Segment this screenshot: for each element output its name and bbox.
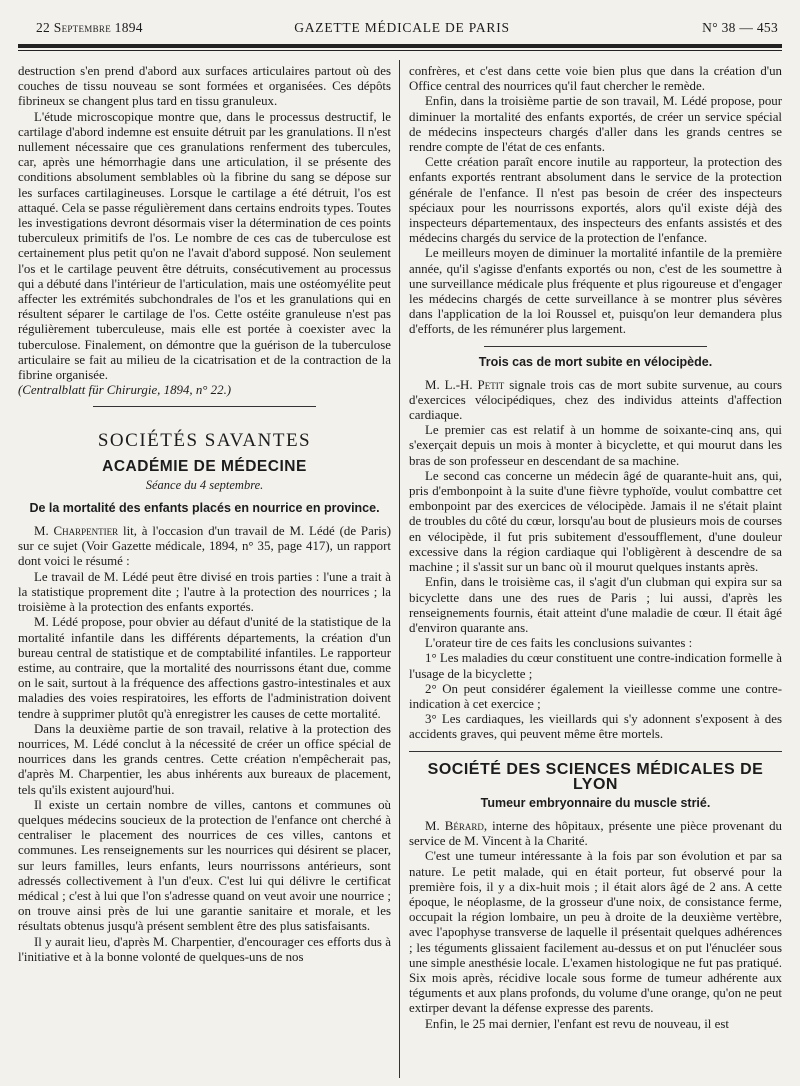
tumor-paragraph: Enfin, le 25 mai dernier, l'enfant est revu de nouveau, il est — [425, 1016, 729, 1031]
velocipede-paragraph: L'orateur tire de ces faits les conclusions suivantes : — [425, 636, 693, 651]
intro-paragraph: destruction s'en prend d'abord aux surfaces articulaires partout où des couches de tissu nouveau se sont formées et organisées. Ces dépôts fibrineux se changent plus tard en tissu granuleux. — [18, 64, 391, 109]
divider — [484, 346, 708, 347]
tumor-lead-text: , interne des hôpitaux, présente une pièce provenant du service de M. Vincent à la Charité. — [409, 818, 782, 849]
header-rule-thin — [18, 50, 782, 51]
session-date: Séance du 4 septembre. — [145, 477, 264, 492]
tumor-paragraph: C'est une tumeur intéressante à la fois par son évolution et par sa nature. Le petit malade, qui en était porteur, fut observé pour la première fois, il y a dix-huit mois ; il était alors âgé de 2 ans. A cette époque, le néoplasme, de la grosseur d'une noix, de consistance ferme, occupait la région lombaire, un peu à droite de la deuxième vertèbre, avec l'apophyse transverse de laquelle il présentait quelques adhérences ; les téguments glissaient facilement au-dessus et on put l'énucléer sous une simple anesthésie locale. L'examen histologique ne fut pas pratiqué. Six mois après, récidive locale sous forme de tumeur adhérente aux téguments et aux plans profonds, du volume d'une orange, qu'on ne peut extirper devant la défense expresse des parents. — [409, 849, 782, 1016]
tumor-title: Tumeur embryonnaire du muscle strié. — [480, 795, 711, 810]
velocipede-conclusion: 1° Les maladies du cœur constituent une contre-indication formelle à l'usage de la bicyclette ; — [409, 651, 782, 681]
header-issue-number: N° 38 — 453 — [702, 20, 778, 35]
academy-title: ACADÉMIE DE MÉDECINE — [102, 457, 307, 475]
article-paragraph: M. Lédé propose, pour obvier au défaut d'unité de la statistique de la mortalité infantile dans les différents départements, la création d'un bureau central de statistique et de comptabilité infantiles. Le rapporteur estime, au contraire, que la mortalité des nourrissons étant due, comme on le sait, surtout à la fréquence des affections gastro-intestinales et aux maladies des voies respiratoires, les efforts de l'administration doivent tendre à supprimer plutôt qu'à enregistrer les causes de cette mortalité. — [18, 615, 391, 721]
velocipede-lead-name: M. L.-H. Petit — [425, 377, 505, 392]
velocipede-conclusion: 3° Les cardiaques, les vieillards qui s'y adonnent s'exposent à des accidents graves, qui peuvent même être mortels. — [409, 712, 782, 742]
header-date: 22 Septembre 1894 — [36, 20, 143, 35]
divider — [93, 406, 317, 407]
page-header — [22, 14, 782, 38]
velocipede-title: Trois cas de mort subite en vélocipède. — [478, 354, 713, 369]
intro-paragraph: L'étude microscopique montre que, dans le processus destructif, le cartilage d'abord indemne est ensuite détruit par les granulations. Il n'est nullement nécessaire que ces granulations renferment des tubercules, car, après une hémorrhagie dans une articulation, il se présente des conditions absolument semblables où la fibrine du sang se dépose sur les surfaces cartilagineuses. Lorsque le cartilage a été détruit, l'os est attaqué. Cela se passe régulièrement dans certains endroits types. Toutes les investigations devront désormais viser la détermination de ces points tuberculeux primitifs de l'os. Le nombre de ces cas de tuberculose est certainement plus petit qu'on ne l'avait d'abord supposé. Non seulement l'os et le cartilage peuvent être détruits, consécutivement au processus qui a débuté dans l'intérieur de l'articulation, mais une ostéomyélite peut affecter les extrémités subchondrales de l'os et les granulations qui en résultent séparer le cartilage de l'os. Cette ostéite granuleuse n'est pas régulièrement tuberculeuse, mais elle est portée à coexister avec la tuberculose. Finalement, on démontre que la guérison de la tuberculose articulaire se fait au milieu de la cicatrisation et de la contraction de la fibrine organisée. — [18, 109, 391, 383]
section-title: SOCIÉTÉS SAVANTES — [97, 430, 312, 452]
header-rule-thick — [18, 44, 782, 48]
article-paragraph: confrères, et c'est dans cette voie bien plus que dans la création d'un Office central des nourrices qu'il faut chercher le remède. — [409, 64, 782, 94]
article-paragraph: Le meilleurs moyen de diminuer la mortalité infantile de la première année, qu'il s'agisse d'enfants exportés ou non, c'est de les soumettre à une surveillance médicale plus fréquente et plus rigoureuse et d'engager les médecins chargés de cette surveillance à se montrer plus sévères dans l'application de la loi Roussel et, puisqu'on leur demandera plus d'efforts, de les rémunérer plus largement. — [409, 246, 782, 337]
velocipede-paragraph: Le second cas concerne un médecin âgé de quarante-huit ans, qui, pris d'embonpoint à la suite d'une fièvre typhoïde, voulut combattre cet embonpoint par des exercices de vélocipède. Jamais il ne s'était plaint de troubles du côté du cœur, lorsqu'au bout de plusieurs mois de courses en vélocipède, il fut pris subitement d'essoufflement, d'une douleur excessive dans la région cardiaque qui l'obligèrent à descendre de sa machine ; il s'assit sur un banc où il mourut quelques instants après. — [409, 468, 782, 575]
velocipede-paragraph: Enfin, dans le troisième cas, il s'agit d'un clubman qui expira sur sa bicyclette dans une des rues de Paris ; lui aussi, d'après les renseignements fournis, était atteint d'une maladie de cœur. Il était âgé d'environ quarante ans. — [409, 575, 782, 635]
article-paragraph: Il existe un certain nombre de villes, cantons et communes où quelques médecins soucieux de la protection de l'enfance ont cherché à centraliser le placement des nourrices de ces villes, cantons et communes. Les renseignements sur les nourrices qui désirent se placer, sur leurs familles, leurs enfants, leurs nourrissons antérieurs, sont adressés collectivement à l'un d'eux. C'est lui qui délivre le certificat médical ; c'est à lui que l'on s'adresse quand on veut avoir une nourrice ; on trouve ainsi près de lui une garantie sanitaire et morale, et les résultats obtenus jusqu'à présent semblent être des plus satisfaisants. — [18, 797, 391, 934]
divider — [409, 751, 782, 752]
velocipede-lead-text: signale trois cas de mort subite survenue, au cours d'exercices vélocipédiques, chez des individus atteints d'affection cardiaque. — [409, 377, 782, 423]
tumor-lead — [409, 819, 782, 849]
velocipede-lead — [409, 378, 782, 424]
article-paragraph: Dans la deuxième partie de son travail, relative à la protection des nourrices, M. Lédé conclut à la nécessité de créer un office spécial de nourrices dans les grands centres. Cette création n'empêcherait pas, d'après M. Charpentier, les abus inhérents aux bureaux de placement, tels qu'ils existent aujourd'hui. — [18, 721, 391, 797]
article-paragraph: Cette création paraît encore inutile au rapporteur, la protection des enfants exportés rentrant absolument dans le service de la protection générale de l'enfance. Il n'est pas besoin de créer des inspecteurs spéciaux pour les nourrissons exportés, alors qu'il existe déjà des inspecteurs départementaux, des inspecteurs des enfants assistés et des médecins chargés du service de la protection de l'enfance. — [409, 155, 782, 246]
left-column — [18, 64, 391, 1080]
article-lead-text: lit, à l'occasion d'un travail de M. Lédé (de Paris) sur ce sujet (Voir Gazette médicale, 1894, n° 35, page 417), un rapport dont voici le résumé : — [18, 524, 391, 569]
right-column — [409, 64, 782, 1080]
header-journal-title: GAZETTE MÉDICALE DE PARIS — [294, 20, 510, 35]
velocipede-conclusion: 2° On peut considérer également la vieillesse comme une contre-indication à cet exercice ; — [409, 681, 782, 711]
tumor-lead-name: M. Bérard — [425, 818, 484, 833]
intro-reference: (Centralblatt für Chirurgie, 1894, n° 22.) — [18, 383, 232, 398]
article-lead — [18, 524, 391, 570]
article-paragraph: Le travail de M. Lédé peut être divisé en trois parties : l'une a trait à la statistique proprement dite ; l'autre à la protection des nourrices ; la troisième à la protection des enfants exportés. — [18, 569, 391, 615]
velocipede-paragraph: Le premier cas est relatif à un homme de soixante-cinq ans, qui s'exerçait depuis un mois à monter à bicyclette, et qui mourut dans les bras de son professeur en descendant de sa machine. — [409, 423, 782, 468]
column-separator — [399, 60, 400, 1078]
article-title: De la mortalité des enfants placés en nourrice en province. — [29, 501, 380, 516]
article-lead-name: M. Charpentier — [34, 524, 119, 539]
lyon-society-title: SOCIÉTÉ DES SCIENCES MÉDICALES DE LYON — [427, 760, 764, 793]
article-paragraph: Enfin, dans la troisième partie de son travail, M. Lédé propose, pour diminuer la mortalité des enfants exportés, de créer un service spécial de médecins inspecteurs chargés d'aller dans les grands centres se rendre compte de l'état de ces enfants. — [409, 94, 782, 155]
article-paragraph: Il y aurait lieu, d'après M. Charpentier, d'encourager ces efforts dus à l'initiative et à la bonne volonté de quelques-uns de nos — [18, 934, 391, 964]
